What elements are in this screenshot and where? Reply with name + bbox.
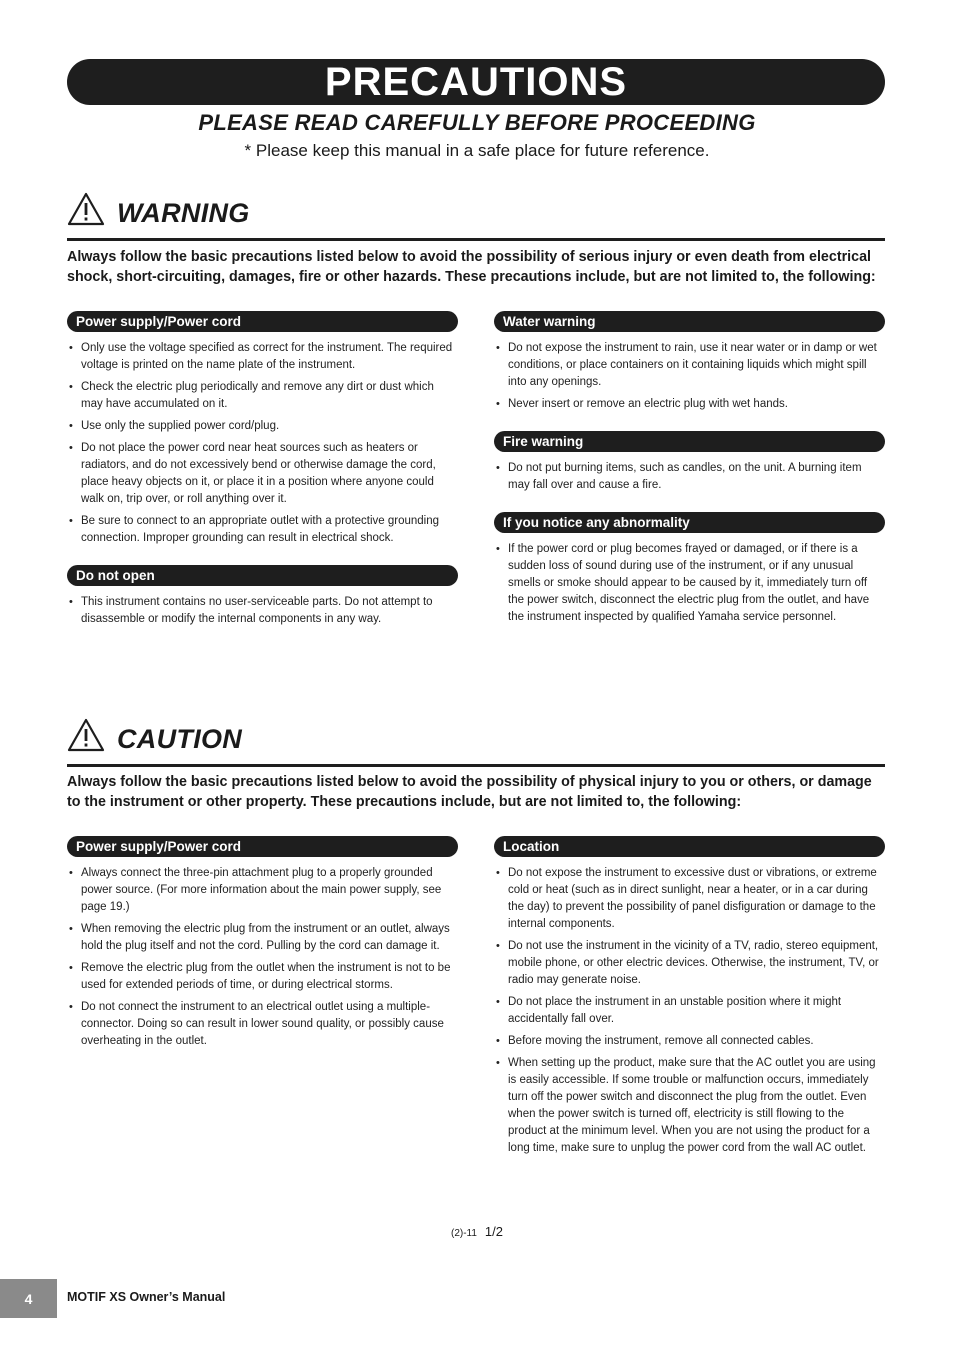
caution-left-column: [67, 836, 458, 1068]
list-item: • Do not connect the instrument to an electrical outlet using a multiple-connector. Doing so can result in lower sound quality, or possibly cause overheating in the outlet.: [67, 999, 458, 1050]
group-title: Power supply/Power cord: [67, 311, 458, 332]
warning-heading: [67, 190, 885, 241]
list-item: • Do not put burning items, such as candles, on the unit. A burning item may fall over and cause a fire.: [494, 460, 885, 494]
list-item: • When setting up the product, make sure that the AC outlet you are using is easily accessible. If some trouble or malfunction occurs, immediately turn off the power switch and disconnect the plug from the outlet. Even when the power switch is turned off, electricity is still flowing to the product at the minimum level. When you are not using the product for a long time, make sure to unplug the power cord from the wall AC outlet.: [494, 1055, 885, 1157]
warning-group-power: [67, 311, 458, 547]
page-fraction: 1/2: [484, 1224, 503, 1239]
caution-heading: [67, 716, 885, 767]
manual-name: MOTIF XS Owner’s Manual: [67, 1290, 226, 1304]
list-item: • This instrument contains no user-serviceable parts. Do not attempt to disassemble or modify the internal components in any way.: [67, 594, 458, 628]
revision-code: (2)-11: [450, 1228, 477, 1239]
warning-group-fire: [494, 431, 885, 494]
keep-manual-note: * Please keep this manual in a safe place for future reference.: [244, 141, 710, 160]
list-item: • Be sure to connect to an appropriate outlet with a protective grounding connection. Improper grounding can result in electrical shock.: [67, 513, 458, 547]
title-banner: [67, 59, 885, 105]
warning-title: WARNING: [117, 198, 250, 228]
list-item: • Check the electric plug periodically and remove any dirt or dust which may have accumulated on it.: [67, 379, 458, 413]
warning-group-water: [494, 311, 885, 413]
list-item: • Do not place the power cord near heat sources such as heaters or radiators, and do not excessively bend or otherwise damage the cord, place heavy objects on it, or place it in a position where anyone could walk on, trip over, or roll anything over it.: [67, 440, 458, 508]
group-title: Location: [494, 836, 885, 857]
list-item: • Do not place the instrument in an unstable position where it might accidentally fall over.: [494, 994, 885, 1028]
caution-triangle-icon: [67, 718, 105, 752]
page-title: PRECAUTIONS: [324, 59, 628, 104]
list-item: • Only use the voltage specified as correct for the instrument. The required voltage is printed on the name plate of the instrument.: [67, 340, 458, 374]
page-number-tab: [0, 1279, 57, 1318]
list-item: • Remove the electric plug from the outlet when the instrument is not to be used for extended periods of time, or during electrical storms.: [67, 960, 458, 994]
list-item: • Use only the supplied power cord/plug.: [67, 418, 458, 435]
warning-right-column: [494, 311, 885, 644]
list-item: • When removing the electric plug from the instrument or an outlet, always hold the plug itself and not the cord. Pulling by the cord can damage it.: [67, 921, 458, 955]
list-item: • Before moving the instrument, remove all connected cables.: [494, 1033, 885, 1050]
group-title: Water warning: [494, 311, 885, 332]
warning-group-abnormality: [494, 512, 885, 626]
page-number: 4: [24, 1290, 33, 1307]
caution-intro: Always follow the basic precautions listed below to avoid the possibility of physical injury to you or others, or damage to the instrument or other property. These precautions include, but are not limited to, the following:: [67, 774, 872, 810]
group-title: Power supply/Power cord: [67, 836, 458, 857]
list-item: • If the power cord or plug becomes frayed or damaged, or if there is a sudden loss of sound during use of the instrument, or if any unusual smells or smoke should appear to be caused by it, immediately turn off the power switch, disconnect the electric plug from the outlet, and have the instrument inspected by qualified Yamaha service personnel.: [494, 541, 885, 626]
list-item: • Always connect the three-pin attachment plug to a properly grounded power source. (For more information about the main power supply, see page 19.): [67, 865, 458, 916]
caution-group-location: [494, 836, 885, 1157]
page-subtitle: PLEASE READ CAREFULLY BEFORE PROCEEDING: [198, 110, 756, 135]
warning-group-do-not-open: [67, 565, 458, 628]
list-item: • Do not use the instrument in the vicinity of a TV, radio, stereo equipment, mobile phone, or other electric devices. Otherwise, the instrument, TV, or radio may generate noise.: [494, 938, 885, 989]
caution-title: CAUTION: [117, 724, 243, 754]
group-title: Fire warning: [494, 431, 885, 452]
warning-left-column: [67, 311, 458, 646]
warning-triangle-icon: [67, 192, 105, 226]
caution-right-column: [494, 836, 885, 1175]
document-code: [0, 1224, 954, 1239]
caution-group-power: [67, 836, 458, 1050]
list-item: • Do not expose the instrument to excessive dust or vibrations, or extreme cold or heat (such as in direct sunlight, near a heater, or in a car during the day) to prevent the possibility of panel disfiguration or damage to the internal components.: [494, 865, 885, 933]
list-item: • Never insert or remove an electric plug with wet hands.: [494, 396, 885, 413]
group-title: Do not open: [67, 565, 458, 586]
group-title: If you notice any abnormality: [494, 512, 885, 533]
warning-intro: Always follow the basic precautions listed below to avoid the possibility of serious injury or even death from electrical shock, short-circuiting, damages, fire or other hazards. These precautions include, but are not limited to, the following:: [67, 249, 876, 285]
list-item: • Do not expose the instrument to rain, use it near water or in damp or wet conditions, or place containers on it containing liquids which might spill into any openings.: [494, 340, 885, 391]
